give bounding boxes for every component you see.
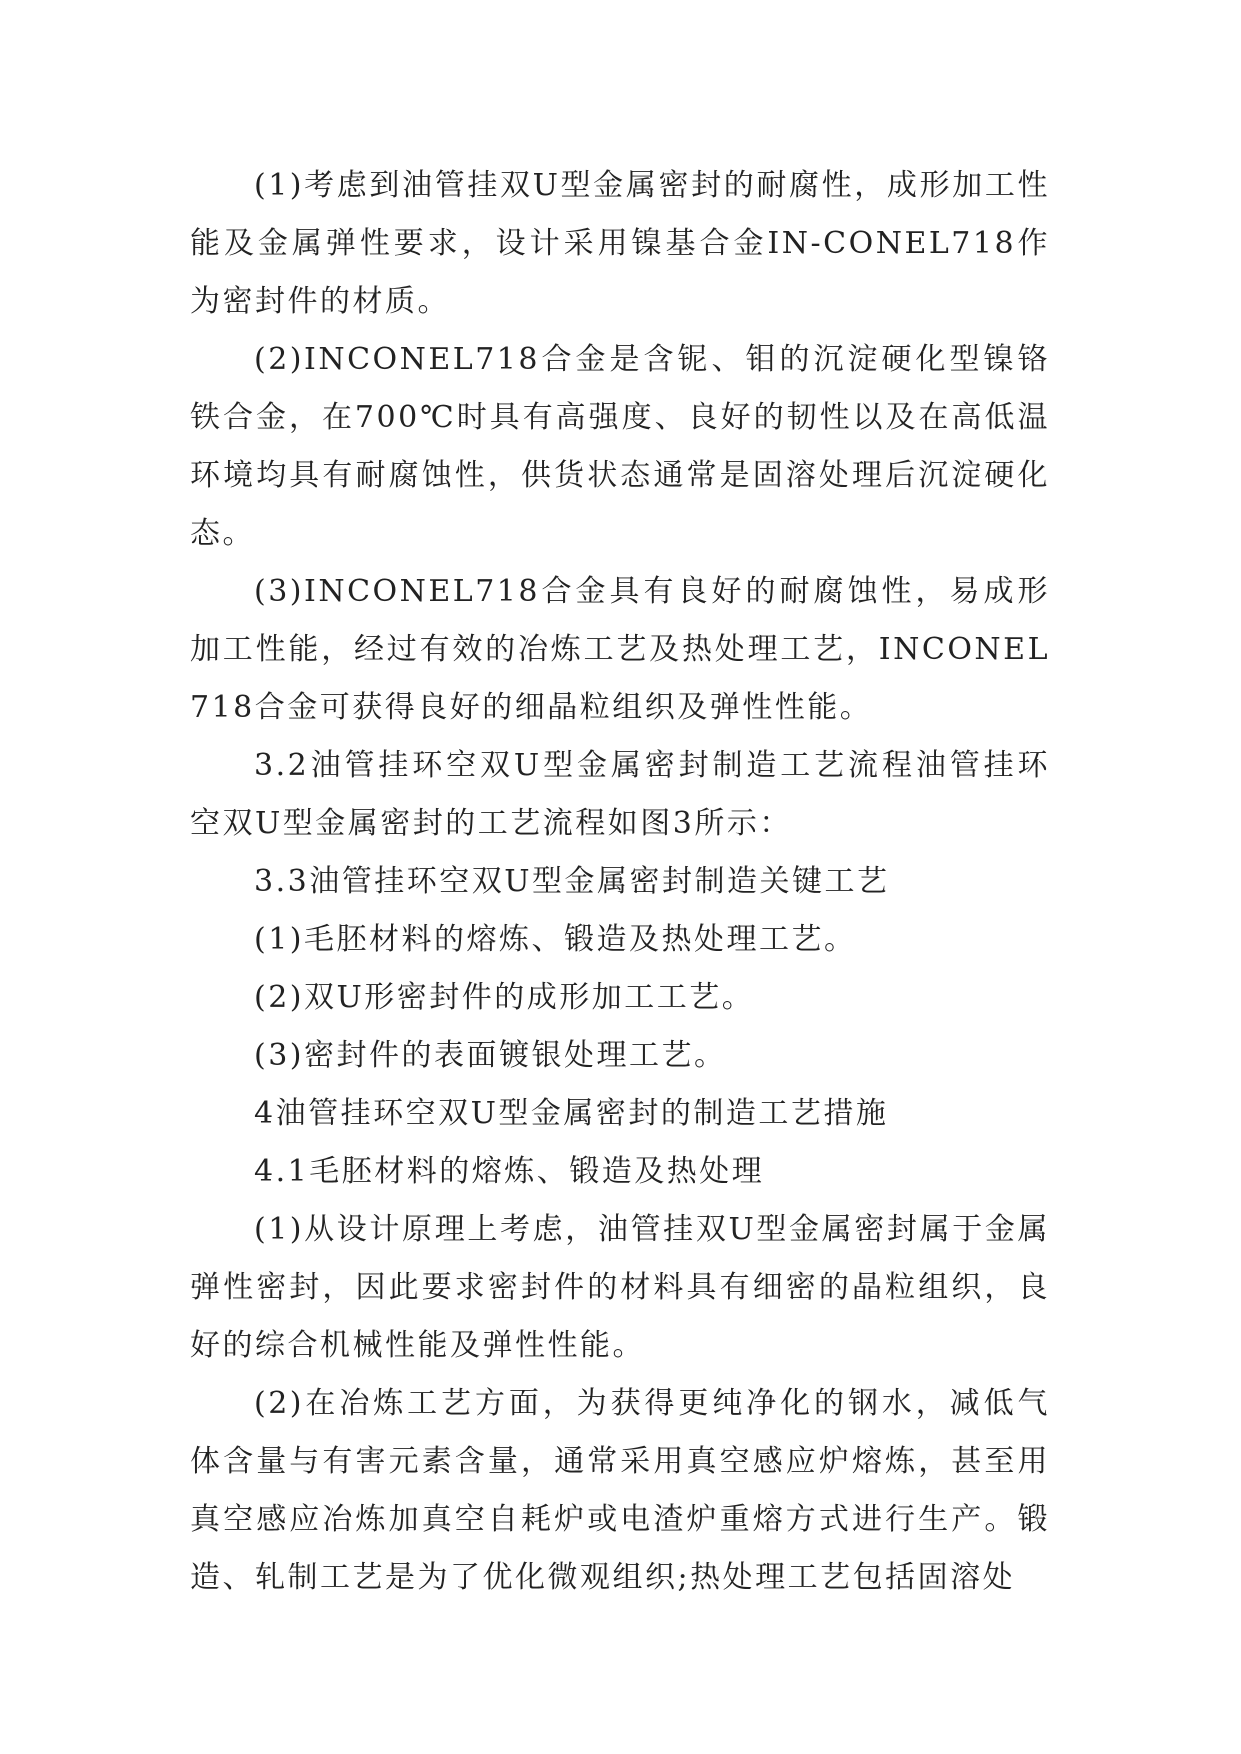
paragraph-4-1-1: (1)从设计原理上考虑，油管挂双U型金属密封属于金属弹性密封，因此要求密封件的材料具有细密的晶粒组织，良好的综合机械性能及弹性性能。 — [190, 1212, 1050, 1363]
paragraph-1: (1)考虑到油管挂双U型金属密封的耐腐性，成形加工性能及金属弹性要求，设计采用镍基合金IN-CONEL718作为密封件的材质。 — [190, 168, 1050, 319]
paragraph-section-3-2: 3.2油管挂环空双U型金属密封制造工艺流程油管挂环空双U型金属密封的工艺流程如图3所示： — [190, 748, 1050, 841]
paragraph-2: (2)INCONEL718合金是含铌、钼的沉淀硬化型镍铬铁合金，在700℃时具有高强度、良好的韧性以及在高低温环境均具有耐腐蚀性，供货状态通常是固溶处理后沉淀硬化态。 — [190, 342, 1050, 551]
heading-section-3-3: 3.3油管挂环空双U型金属密封制造关键工艺 — [254, 864, 890, 899]
paragraph-3: (3)INCONEL718合金具有良好的耐腐蚀性，易成形加工性能，经过有效的冶炼工艺及热处理工艺，INCONEL718合金可获得良好的细晶粒组织及弹性性能。 — [190, 574, 1050, 725]
paragraph-4-1-2: (2)在冶炼工艺方面，为获得更纯净化的钢水，减低气体含量与有害元素含量，通常采用真空感应炉熔炼，甚至用真空感应冶炼加真空自耗炉或电渣炉重熔方式进行生产。锻造、轧制工艺是为了优化微观组织;热处理工艺包括固溶处 — [190, 1386, 1050, 1595]
document-body — [190, 157, 1050, 1607]
heading-section-4-1: 4.1毛胚材料的熔炼、锻造及热处理 — [254, 1154, 765, 1189]
list-item-1: (1)毛胚材料的熔炼、锻造及热处理工艺。 — [254, 922, 857, 957]
heading-section-4: 4油管挂环空双U型金属密封的制造工艺措施 — [254, 1096, 889, 1131]
list-item-3: (3)密封件的表面镀银处理工艺。 — [254, 1038, 727, 1073]
list-item-2: (2)双U形密封件的成形加工工艺。 — [254, 980, 755, 1015]
